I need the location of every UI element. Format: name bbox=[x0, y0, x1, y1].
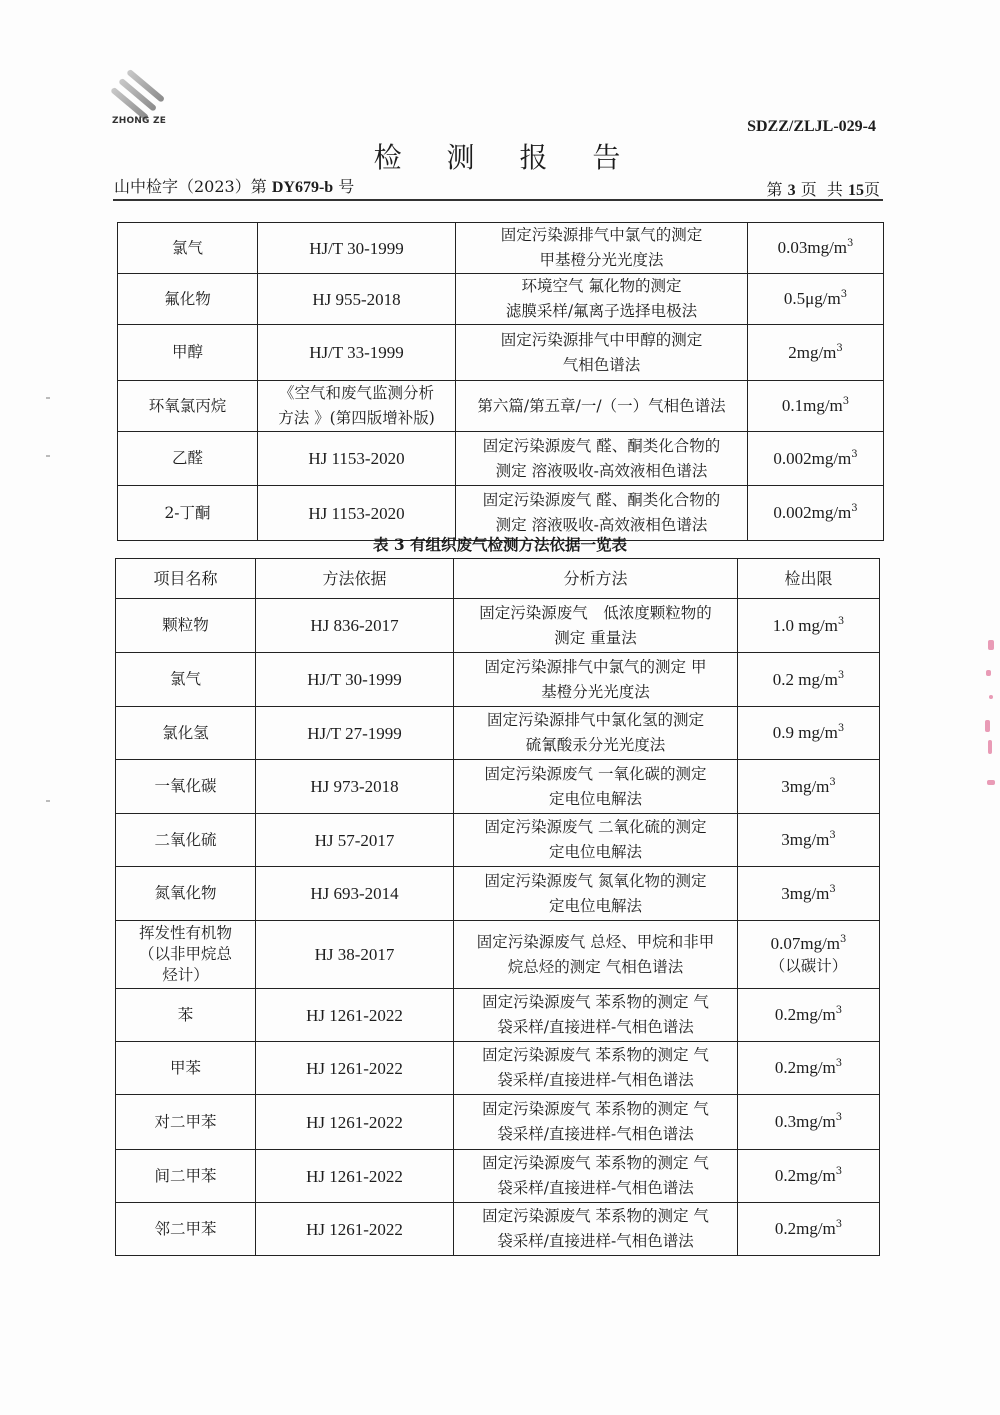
detection-limit-value: 3mg/m bbox=[781, 776, 830, 796]
detection-limit-value: 0.2 mg/m bbox=[772, 669, 838, 689]
cell-line: 固定污染源排气中氯气的测定 bbox=[500, 226, 703, 244]
analysis-method bbox=[454, 1042, 738, 1095]
unit-superscript: 3 bbox=[837, 669, 845, 681]
method-standard: HJ 1261-2022 bbox=[256, 989, 454, 1042]
cell-line: 挥发性有机物 bbox=[138, 924, 232, 942]
table-row bbox=[116, 1042, 880, 1095]
continued-method-table bbox=[117, 222, 884, 541]
method-standard: HJ/T 30-1999 bbox=[256, 653, 454, 707]
method-standard: HJ 1261-2022 bbox=[256, 1042, 454, 1095]
cell-line: 测定 溶液吸收-高效液相色谱法 bbox=[495, 461, 708, 480]
item-name bbox=[116, 707, 256, 760]
cell-line: 基橙分光光度法 bbox=[541, 682, 650, 701]
seal-stamp-fragment bbox=[982, 640, 996, 790]
cell-line: 气相色谱法 bbox=[562, 355, 641, 374]
cell-line: 定电位电解法 bbox=[548, 789, 642, 808]
method-standard: HJ 836-2017 bbox=[256, 599, 454, 653]
cell-line: 固定污染源废气 二氧化硫的测定 bbox=[484, 818, 707, 836]
unit-superscript: 3 bbox=[835, 1219, 843, 1230]
analysis-method bbox=[454, 653, 738, 707]
table-row bbox=[118, 223, 884, 274]
cell-line: 氯化氢 bbox=[162, 723, 209, 742]
detection-limit bbox=[748, 432, 884, 486]
detection-limit-value: 0.1mg/m bbox=[781, 396, 843, 415]
analysis-method bbox=[454, 814, 738, 867]
cell-line: 二氧化硫 bbox=[154, 830, 217, 849]
item-name: 甲醇 bbox=[118, 325, 258, 381]
cell-line: 固定污染源废气 一氧化碳的测定 bbox=[484, 764, 707, 783]
unit-superscript: 3 bbox=[837, 615, 845, 627]
method-standard: HJ 1261-2022 bbox=[256, 1095, 454, 1150]
method-standard: HJ 57-2017 bbox=[256, 814, 454, 867]
unit-superscript: 3 bbox=[836, 342, 843, 354]
cell-line: 滤膜采样/氟离子选择电极法 bbox=[505, 302, 698, 320]
column-header-standard: 方法依据 bbox=[256, 559, 454, 599]
analysis-method bbox=[454, 707, 738, 760]
cell-line: 硫氰酸汞分光光度法 bbox=[525, 736, 666, 754]
cell-line: 环境空气 氟化物的测定 bbox=[521, 277, 682, 295]
detection-limit-value: 1.0 mg/m bbox=[772, 615, 838, 635]
method-standard: HJ 693-2014 bbox=[256, 867, 454, 921]
method-standard: HJ 1153-2020 bbox=[258, 486, 456, 541]
page-current: 3 bbox=[787, 182, 796, 199]
detection-limit-value: 3mg/m bbox=[781, 830, 830, 849]
cell-line: 《空气和废气监测分析 bbox=[278, 384, 434, 402]
detection-limit-value: 0.07mg/m bbox=[770, 933, 841, 953]
method-standard: HJ 1261-2022 bbox=[256, 1203, 454, 1256]
report-number-suffix: 号 bbox=[338, 177, 355, 196]
analysis-method bbox=[454, 1203, 738, 1256]
table-row bbox=[116, 653, 880, 707]
detection-limit bbox=[738, 1203, 880, 1256]
item-name: 2-丁酮 bbox=[118, 486, 258, 541]
detection-limit-note: （以碳计） bbox=[769, 956, 848, 975]
cell-line: 苯 bbox=[177, 1005, 194, 1024]
unit-superscript: 3 bbox=[851, 448, 858, 460]
item-name bbox=[116, 1095, 256, 1150]
cell-line: 甲基橙分光光度法 bbox=[539, 251, 664, 269]
analysis-method bbox=[456, 223, 748, 274]
item-name bbox=[116, 653, 256, 707]
unit-superscript: 3 bbox=[851, 503, 858, 514]
item-name bbox=[116, 599, 256, 653]
item-name: 环氧氯丙烷 bbox=[118, 381, 258, 432]
logo-stripes-icon bbox=[116, 68, 171, 113]
unit-superscript: 3 bbox=[847, 238, 854, 249]
detection-limit bbox=[738, 1095, 880, 1150]
cell-line: 测定 溶液吸收-高效液相色谱法 bbox=[495, 516, 708, 534]
detection-limit-value: 2mg/m bbox=[788, 342, 837, 362]
detection-limit-value: 0.03mg/m bbox=[777, 238, 848, 257]
item-name bbox=[116, 760, 256, 814]
table-row bbox=[118, 325, 884, 381]
item-name bbox=[116, 814, 256, 867]
detection-limit bbox=[748, 274, 884, 325]
cell-line: 第六篇/第五章/一/（一）气相色谱法 bbox=[477, 396, 726, 415]
scan-speck bbox=[46, 455, 50, 457]
column-header-item: 项目名称 bbox=[116, 559, 256, 599]
cell-line: 袋采样/直接进样-气相色谱法 bbox=[497, 1179, 694, 1197]
page-label: 页 bbox=[863, 180, 880, 199]
company-logo bbox=[108, 68, 178, 130]
cell-line: 固定污染源废气 苯系物的测定 气 bbox=[482, 1154, 709, 1172]
cell-line: 固定污染源废气 醛、酮类化合物的 bbox=[482, 436, 721, 455]
detection-limit bbox=[738, 707, 880, 760]
method-standard bbox=[258, 381, 456, 432]
detection-limit-value: 0.2mg/m bbox=[774, 1058, 836, 1077]
cell-line: 固定污染源排气中氯化氢的测定 bbox=[486, 711, 704, 729]
table-row bbox=[116, 760, 880, 814]
report-number-id: DY679-b bbox=[271, 179, 334, 196]
table-row bbox=[116, 1203, 880, 1256]
detection-limit bbox=[738, 1042, 880, 1095]
method-standard: HJ/T 30-1999 bbox=[258, 223, 456, 274]
cell-line: 袋采样/直接进样-气相色谱法 bbox=[497, 1018, 694, 1036]
method-standard: HJ 1153-2020 bbox=[258, 432, 456, 486]
unit-superscript: 3 bbox=[835, 1058, 843, 1069]
unit-superscript: 3 bbox=[829, 830, 836, 841]
detection-limit bbox=[738, 760, 880, 814]
item-name bbox=[116, 1150, 256, 1203]
table-row bbox=[118, 274, 884, 325]
detection-limit bbox=[738, 921, 880, 989]
detection-limit-value: 0.2mg/m bbox=[774, 1005, 836, 1024]
unit-superscript: 3 bbox=[840, 289, 848, 300]
analysis-method bbox=[454, 867, 738, 921]
scan-speck bbox=[46, 397, 50, 399]
table-row bbox=[116, 814, 880, 867]
cell-line: 固定污染源废气 低浓度颗粒物的 bbox=[479, 603, 712, 622]
cell-line: 袋采样/直接进样-气相色谱法 bbox=[497, 1232, 694, 1250]
item-name: 氯气 bbox=[118, 223, 258, 274]
method-standard: HJ 973-2018 bbox=[256, 760, 454, 814]
unit-superscript: 3 bbox=[829, 883, 836, 895]
table-row bbox=[118, 381, 884, 432]
document-code: SDZZ/ZLJL-029-4 bbox=[747, 118, 876, 135]
scan-speck bbox=[46, 800, 50, 802]
detection-limit bbox=[738, 599, 880, 653]
analysis-method bbox=[454, 921, 738, 989]
report-number bbox=[114, 174, 354, 197]
detection-limit-value: 0.9 mg/m bbox=[772, 723, 838, 742]
cell-line: 一氧化碳 bbox=[154, 777, 217, 795]
table3-organized-exhaust-methods bbox=[115, 558, 880, 1256]
cell-line: （以非甲烷总 bbox=[138, 945, 232, 963]
column-header-limit: 检出限 bbox=[738, 559, 880, 599]
table-row bbox=[116, 1095, 880, 1150]
page-label: 第 bbox=[766, 180, 783, 199]
analysis-method bbox=[456, 432, 748, 486]
cell-line: 固定污染源废气 总烃、甲烷和非甲 bbox=[476, 932, 715, 951]
column-header-method: 分析方法 bbox=[454, 559, 738, 599]
detection-limit-value: 0.002mg/m bbox=[773, 448, 852, 468]
unit-superscript: 3 bbox=[837, 723, 845, 734]
unit-superscript: 3 bbox=[835, 1112, 843, 1123]
item-name bbox=[116, 1042, 256, 1095]
page-number bbox=[767, 177, 881, 200]
cell-line: 固定污染源废气 苯系物的测定 气 bbox=[482, 1207, 709, 1225]
table3-caption: 表 3 有组织废气检测方法依据一览表 bbox=[372, 535, 628, 554]
cell-line: 间二甲苯 bbox=[154, 1166, 217, 1185]
logo-text: ZHONG ZE bbox=[112, 116, 167, 126]
detection-limit bbox=[738, 989, 880, 1042]
table-row bbox=[116, 599, 880, 653]
item-name bbox=[116, 921, 256, 989]
page-title: 检 测 报 告 bbox=[373, 141, 639, 174]
analysis-method bbox=[454, 599, 738, 653]
detection-limit bbox=[748, 223, 884, 274]
analysis-method bbox=[454, 989, 738, 1042]
cell-line: 固定污染源废气 氮氧化物的测定 bbox=[484, 871, 707, 890]
cell-line: 颗粒物 bbox=[162, 616, 209, 634]
cell-line: 氯气 bbox=[169, 670, 201, 688]
detection-limit-value: 0.2mg/m bbox=[774, 1166, 836, 1185]
report-number-prefix: 山中检字（2023）第 bbox=[114, 177, 267, 196]
detection-limit bbox=[738, 653, 880, 707]
cell-line: 方法 》(第四版增补版) bbox=[278, 409, 435, 427]
table-header-row bbox=[116, 559, 880, 599]
cell-line: 定电位电解法 bbox=[548, 896, 642, 915]
detection-limit bbox=[748, 325, 884, 381]
detection-limit-value: 0.3mg/m bbox=[774, 1112, 836, 1131]
cell-line: 氮氧化物 bbox=[154, 884, 217, 902]
page-total: 15 bbox=[847, 182, 864, 199]
item-name: 氟化物 bbox=[118, 274, 258, 325]
table-row bbox=[118, 432, 884, 486]
cell-line: 固定污染源废气 醛、酮类化合物的 bbox=[482, 491, 721, 509]
table-row bbox=[116, 867, 880, 921]
cell-line: 烷总烃的测定 气相色谱法 bbox=[507, 957, 684, 976]
analysis-method bbox=[454, 1095, 738, 1150]
analysis-method bbox=[454, 1150, 738, 1203]
unit-superscript: 3 bbox=[842, 396, 850, 407]
item-name bbox=[116, 867, 256, 921]
cell-line: 测定 重量法 bbox=[554, 628, 637, 647]
detection-limit-value: 0.5μg/m bbox=[783, 289, 841, 308]
unit-superscript: 3 bbox=[835, 1166, 843, 1177]
cell-line: 邻二甲苯 bbox=[154, 1219, 217, 1238]
unit-superscript: 3 bbox=[829, 776, 836, 788]
detection-limit-value: 0.002mg/m bbox=[773, 503, 852, 522]
method-standard: HJ 1261-2022 bbox=[256, 1150, 454, 1203]
cell-line: 固定污染源废气 苯系物的测定 气 bbox=[482, 1100, 709, 1118]
table-row bbox=[116, 707, 880, 760]
cell-line: 固定污染源废气 苯系物的测定 气 bbox=[482, 993, 709, 1011]
detection-limit bbox=[748, 381, 884, 432]
cell-line: 固定污染源排气中氯气的测定 甲 bbox=[484, 657, 707, 676]
method-standard: HJ/T 33-1999 bbox=[258, 325, 456, 381]
cell-line: 固定污染源排气中甲醇的测定 bbox=[500, 330, 703, 349]
method-standard: HJ 38-2017 bbox=[256, 921, 454, 989]
analysis-method bbox=[456, 274, 748, 325]
cell-line: 袋采样/直接进样-气相色谱法 bbox=[497, 1071, 694, 1089]
table-row bbox=[116, 1150, 880, 1203]
method-standard: HJ/T 27-1999 bbox=[256, 707, 454, 760]
detection-limit bbox=[738, 1150, 880, 1203]
cell-line: 甲苯 bbox=[169, 1058, 201, 1077]
analysis-method bbox=[456, 381, 748, 432]
detection-limit-value: 0.2mg/m bbox=[774, 1219, 836, 1238]
cell-line: 袋采样/直接进样-气相色谱法 bbox=[497, 1125, 694, 1143]
detection-limit bbox=[738, 867, 880, 921]
detection-limit-value: 3mg/m bbox=[781, 883, 830, 903]
detection-limit bbox=[738, 814, 880, 867]
cell-line: 对二甲苯 bbox=[154, 1112, 217, 1131]
item-name bbox=[116, 1203, 256, 1256]
header-divider bbox=[113, 199, 883, 201]
cell-line: 定电位电解法 bbox=[548, 843, 642, 861]
cell-line: 固定污染源废气 苯系物的测定 气 bbox=[482, 1046, 709, 1064]
unit-superscript: 3 bbox=[840, 933, 847, 945]
analysis-method bbox=[456, 325, 748, 381]
method-standard: HJ 955-2018 bbox=[258, 274, 456, 325]
page-label: 页 共 bbox=[800, 180, 843, 199]
table-row bbox=[116, 989, 880, 1042]
item-name bbox=[116, 989, 256, 1042]
cell-line: 烃计） bbox=[162, 966, 209, 984]
analysis-method bbox=[454, 760, 738, 814]
unit-superscript: 3 bbox=[835, 1005, 843, 1016]
item-name: 乙醛 bbox=[118, 432, 258, 486]
table-row bbox=[116, 921, 880, 989]
